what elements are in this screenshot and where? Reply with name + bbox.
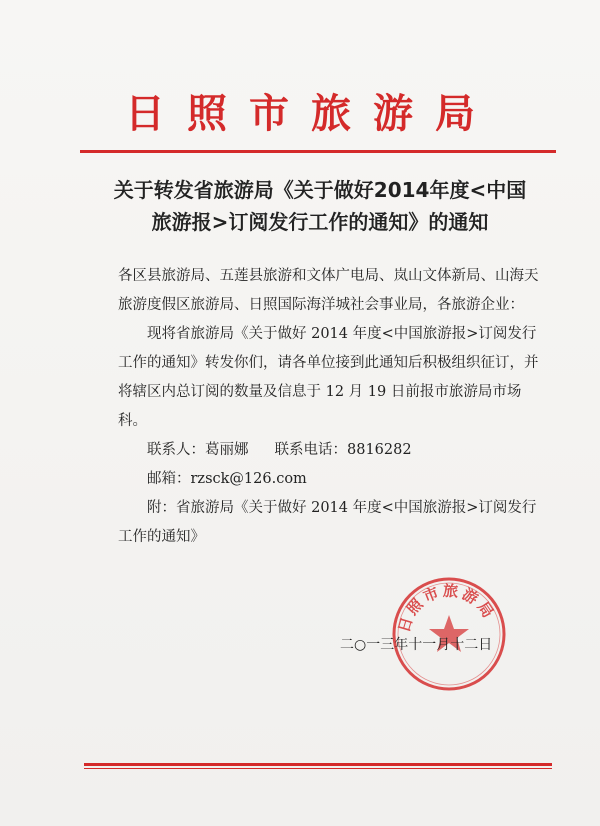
- email-line: 邮箱：rzsck@126.com: [147, 471, 307, 487]
- issue-date: 二○一三年十一月十二日: [340, 637, 493, 653]
- attachment-line: 附：省旅游局《关于做好 2014 年度<中国旅游报>订阅发行工作的通知》: [118, 500, 537, 545]
- footer-red-rule: [84, 763, 552, 766]
- document-title: 关于转发省旅游局《关于做好2014年度<中国旅游报>订阅发行工作的通知》的通知: [113, 178, 527, 234]
- header-red-rule: [80, 150, 556, 153]
- main-paragraph: 现将省旅游局《关于做好 2014 年度<中国旅游报>订阅发行工作的通知》转发你们，请各单位接到此通知后积极组织征订，并将辖区内总订阅的数量及信息于 12 月 19 日前报市旅游局市场科。: [118, 326, 539, 429]
- seal-text: 日照市旅游局: [394, 581, 499, 635]
- contact-phone: 联系电话：8816282: [274, 442, 412, 458]
- contact-person: 联系人：葛丽娜: [147, 442, 249, 458]
- document-body: [118, 262, 548, 552]
- footer-red-rule-thin: [84, 768, 552, 769]
- contact-line: [118, 436, 548, 465]
- recipients-paragraph: 各区县旅游局、五莲县旅游和文体广电局、岚山文体新局、山海天旅游度假区旅游局、日照国际海洋城社会事业局，各旅游企业：: [118, 268, 539, 313]
- agency-header: 日照市旅游局: [125, 90, 497, 137]
